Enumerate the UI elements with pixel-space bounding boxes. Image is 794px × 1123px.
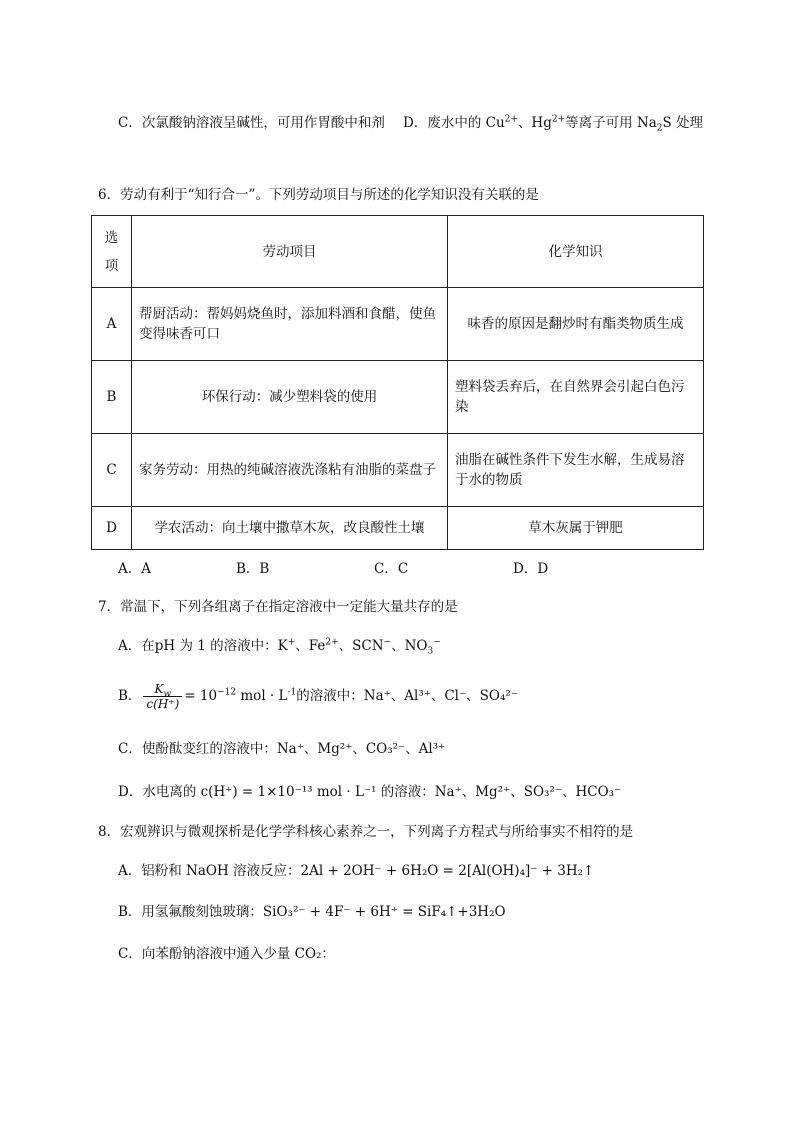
row-key: A: [92, 288, 132, 361]
row-key: D: [92, 507, 132, 550]
q5-cu-charge: 2+: [504, 114, 518, 125]
q5-option-d: [403, 113, 703, 133]
q7-b-numerator: [143, 683, 182, 697]
q7-a-ion-2: 2+: [325, 637, 339, 648]
q7-stem: 7．常温下，下列各组离子在指定溶液中一定能大量共存的是: [98, 599, 458, 615]
q7-b-unit-exp: -1: [287, 687, 297, 698]
row-knowledge: 草木灰属于钾肥: [448, 507, 704, 550]
q7-a-ion-5: 、NO: [391, 638, 428, 654]
table-row: [92, 288, 704, 361]
q5-option-d-pre: D．废水中的 Cu: [403, 115, 505, 131]
q7-b-eq: = 10: [184, 688, 218, 704]
q8-option-c: C．向苯酚钠溶液中通入少量 CO₂：: [118, 946, 335, 962]
q7-option-b: [118, 678, 518, 714]
row-item: 环保行动：减少塑料袋的使用: [132, 361, 448, 434]
q6-stem: 6．劳动有利于“知行合一”。下列劳动项目与所述的化学知识没有关联的是: [98, 187, 539, 203]
q7-a-ion-7: −: [433, 637, 441, 648]
q5-option-c: C．次氯酸钠溶液呈碱性，可用作胃酸中和剂: [118, 115, 385, 131]
q8-stem: 8．宏观辨识与微观探析是化学学科核心素养之一，下列离子方程式与所给事实不相符的是: [98, 824, 634, 840]
q6-option-c: C．C: [374, 561, 409, 577]
q7-b-fraction: [143, 683, 182, 711]
q7-option-d: D．水电离的 c(H⁺) = 1×10⁻¹³ mol · L⁻¹ 的溶液：Na⁺、Mg²⁺、SO₃²⁻、HCO₃⁻: [118, 784, 622, 800]
q6-table: [91, 215, 704, 550]
header-option-label-b: 项: [104, 257, 119, 274]
row-item: 帮厨活动：帮妈妈烧鱼时，添加料酒和食醋，使鱼变得味香可口: [132, 288, 448, 361]
q7-b-kw-sub: w: [163, 688, 172, 699]
q7-a-ion-1: 、Fe: [295, 638, 326, 654]
row-key: B: [92, 361, 132, 434]
q7-a-ion-3: 、SCN: [338, 638, 384, 654]
q7-a-ion-0: +: [287, 637, 296, 648]
q7-b-exp: −12: [217, 687, 237, 698]
q5-hg-charge: 2+: [551, 114, 566, 125]
row-item: 学农活动：向土壤中撒草木灰，改良酸性土壤: [132, 507, 448, 550]
q7-a-ion-6: 3: [427, 646, 434, 657]
q7-b-pre: B．: [118, 688, 142, 704]
q7-a-ion-4: −: [383, 637, 392, 648]
row-item: 家务劳动：用热的纯碱溶液洗涤粘有油脂的菜盘子: [132, 434, 448, 507]
table-row: [92, 434, 704, 507]
q7-b-denominator: c(H⁺): [146, 696, 180, 711]
q6-option-b: B．B: [236, 561, 270, 577]
header-option-cell: [92, 216, 132, 288]
header-labor-item: 劳动项目: [132, 216, 448, 288]
q7-option-c: C．使酚酞变红的溶液中：Na⁺、Mg²⁺、CO₃²⁻、Al³⁺: [118, 741, 446, 757]
q5-na-sub: 2: [656, 123, 663, 134]
q8-option-a: A．铝粉和 NaOH 溶液反应：2Al + 2OH⁻ + 6H₂O = 2[Al(OH)₄]⁻ + 3H₂↑: [118, 863, 595, 879]
table-row: [92, 361, 704, 434]
q6-option-a: A．A: [118, 561, 151, 577]
row-knowledge: 味香的原因是翻炒时有酯类物质生成: [448, 288, 704, 361]
q5-option-d-post: S 处理: [662, 115, 704, 131]
q5-option-d-mid: 、Hg: [517, 115, 552, 131]
q7-b-kw: K: [154, 681, 164, 696]
q8-option-b: B．用氢氟酸刻蚀玻璃：SiO₃²⁻ + 4F⁻ + 6H⁺ = SiF₄↑+3H₂O: [118, 904, 506, 920]
q7-a-pre: A．在pH 为 1 的溶液中：K: [118, 638, 288, 654]
q6-option-d: D．D: [513, 561, 549, 577]
q7-b-post: 的溶液中：Na⁺、Al³⁺、Cl⁻、SO₄²⁻: [296, 688, 518, 704]
header-option-label-a: 选: [104, 229, 119, 246]
table-row: [92, 507, 704, 550]
q7-b-unit: mol · L: [236, 688, 288, 704]
q7-option-a: [118, 636, 441, 656]
header-chem-knowledge: 化学知识: [448, 216, 704, 288]
row-knowledge: 油脂在碱性条件下发生水解，生成易溶于水的物质: [448, 434, 704, 507]
row-knowledge: 塑料袋丢弃后，在自然界会引起白色污染: [448, 361, 704, 434]
q5-option-d-mid2: 等离子可用 Na: [565, 115, 657, 131]
table-header-row: [92, 216, 704, 288]
row-key: C: [92, 434, 132, 507]
